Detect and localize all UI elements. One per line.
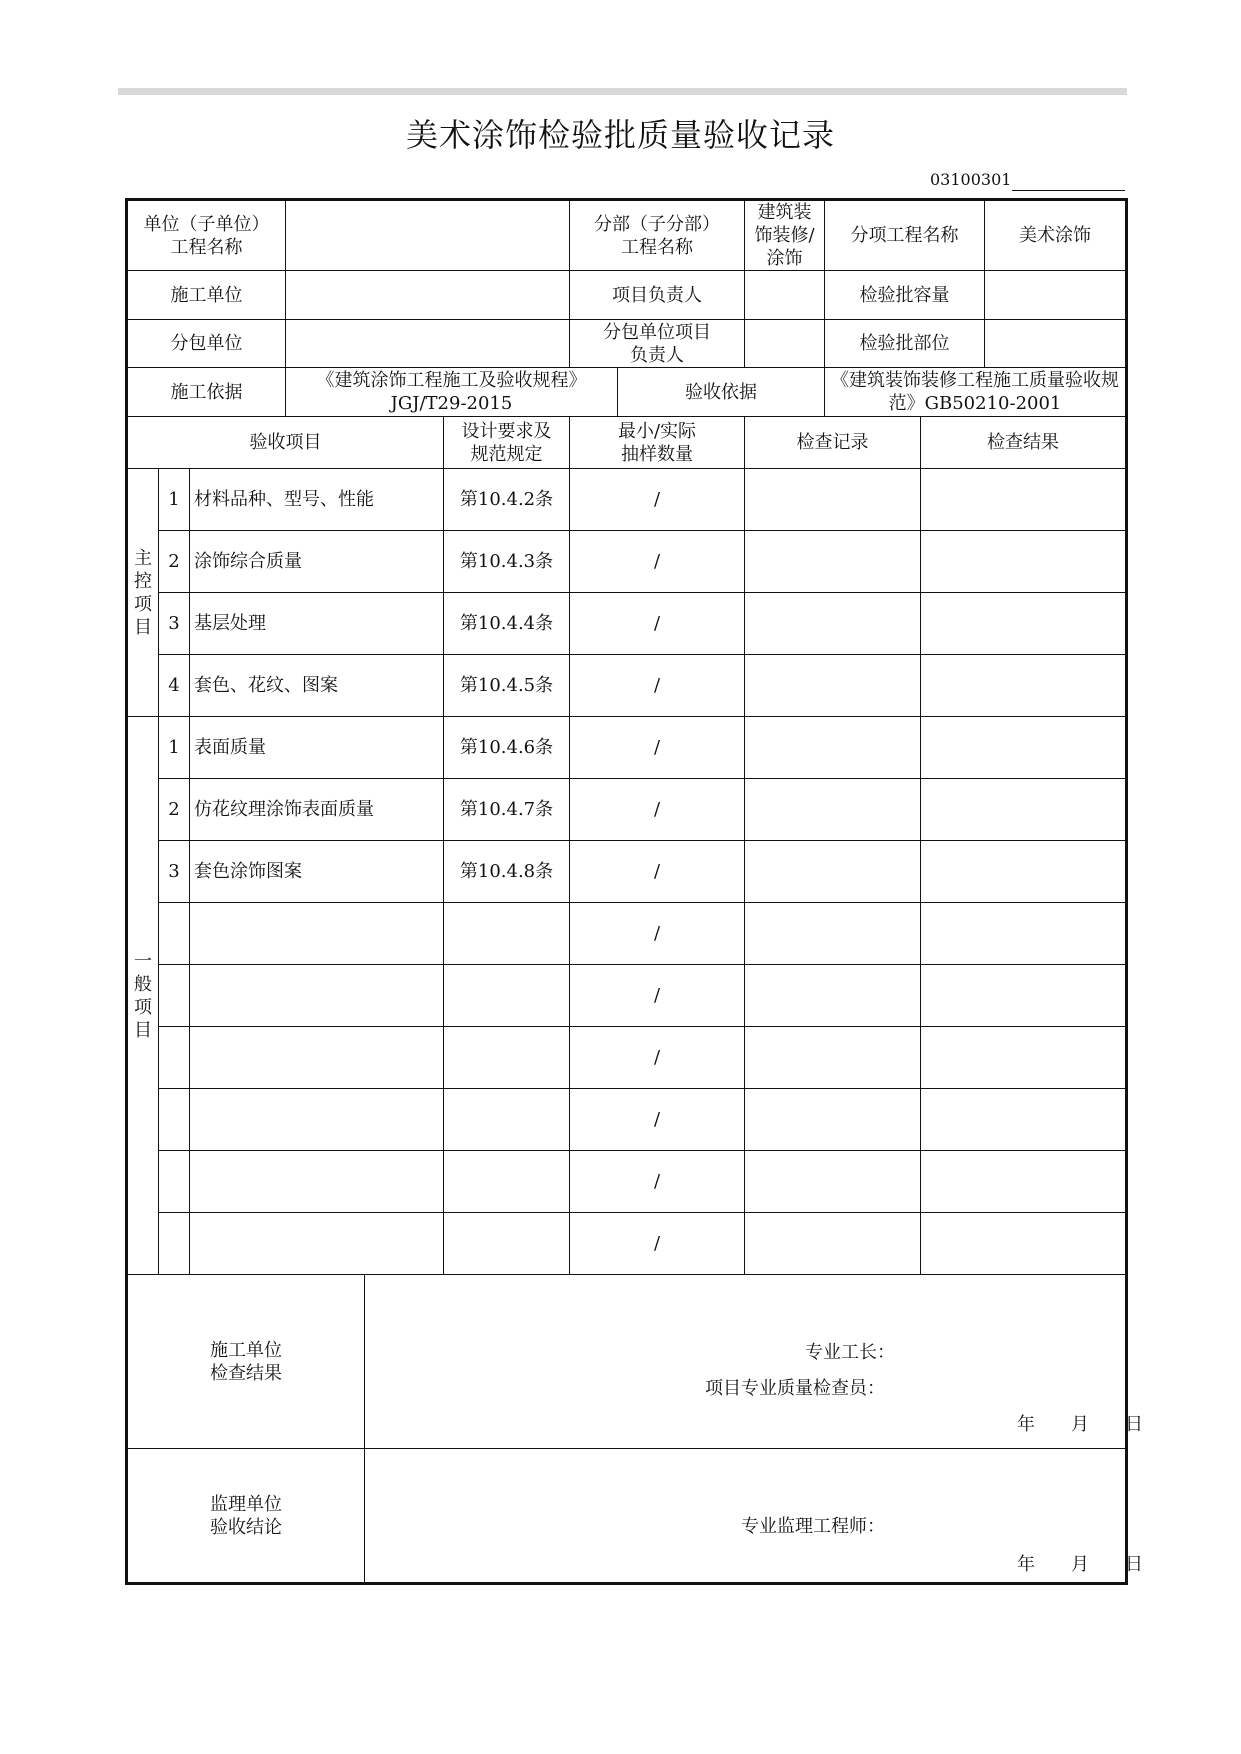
table-row [127,469,1127,531]
row-no [159,1213,190,1275]
capacity-value[interactable] [985,271,1127,320]
row-result[interactable] [921,841,1127,903]
accept-basis-value: 《建筑装饰装修工程施工质量验收规 范》GB50210-2001 [825,368,1127,417]
contractor-label: 施工单位 [127,271,286,320]
row-result[interactable] [921,1151,1127,1213]
row-result[interactable] [921,1213,1127,1275]
row-sample[interactable]: / [570,1027,745,1089]
row-result[interactable] [921,531,1127,593]
row-clause: 第10.4.5条 [444,655,570,717]
row-sample[interactable]: / [570,593,745,655]
group-label-char: 控 [134,570,152,592]
code-underline [1012,190,1125,191]
row-no: 2 [159,779,190,841]
row-no: 4 [159,655,190,717]
row-sample[interactable]: / [570,531,745,593]
row-item-name: 涂饰综合质量 [190,531,444,593]
row-result[interactable] [921,903,1127,965]
row-clause[interactable] [444,1151,570,1213]
table-row [127,1089,1127,1151]
row-result[interactable] [921,1027,1127,1089]
form-code: 03100301 [930,170,1012,189]
col-result: 检查结果 [921,417,1127,469]
row-clause[interactable] [444,903,570,965]
contractor-check-area[interactable] [365,1275,1144,1449]
row-record[interactable] [745,1213,921,1275]
contractor-date: 年 月 日 [1017,1414,1144,1435]
supervisor-check-area[interactable] [365,1449,1144,1584]
general-group-label [127,717,159,1275]
location-label: 检验批部位 [825,320,985,368]
main-group-label [127,469,159,717]
row-item-name: 套色、花纹、图案 [190,655,444,717]
row-record[interactable] [745,717,921,779]
row-item-name: 材料品种、型号、性能 [190,469,444,531]
row-record[interactable] [745,469,921,531]
row-no [159,1089,190,1151]
row-item-name: 套色涂饰图案 [190,841,444,903]
pm-label: 项目负责人 [570,271,745,320]
table-row [127,965,1127,1027]
group-label-char: 目 [134,616,152,638]
subitem-label: 分项工程名称 [825,200,985,271]
engineer-label: 专业监理工程师： [741,1516,886,1537]
row-clause: 第10.4.8条 [444,841,570,903]
row-sample[interactable]: / [570,965,745,1027]
subitem-value[interactable]: 美术涂饰 [985,200,1127,271]
row-clause: 第10.4.7条 [444,779,570,841]
unit-label: 单位（子单位） 工程名称 [127,200,286,271]
column-header-row [127,417,1127,469]
document-title: 美术涂饰检验批质量验收记录 [405,116,835,154]
table-row [127,655,1127,717]
row-clause: 第10.4.2条 [444,469,570,531]
row-record[interactable] [745,655,921,717]
row-clause[interactable] [444,1213,570,1275]
basis-label: 施工依据 [127,368,286,417]
table-row [127,903,1127,965]
row-result[interactable] [921,469,1127,531]
contractor-value[interactable] [286,271,570,320]
row-item-name: 基层处理 [190,593,444,655]
group-label-char: 般 [134,973,152,995]
capacity-label: 检验批容量 [825,271,985,320]
row-item-name: 表面质量 [190,717,444,779]
header-row-4 [127,368,1127,417]
group-label-char: 主 [134,547,152,569]
unit-value[interactable] [286,200,570,271]
row-no: 3 [159,593,190,655]
table-row [127,593,1127,655]
row-no: 1 [159,717,190,779]
subcontractor-label: 分包单位 [127,320,286,368]
division-value[interactable]: 建筑装饰装修/ 涂饰 [745,200,825,271]
row-record[interactable] [745,531,921,593]
col-record: 检查记录 [745,417,921,469]
col-item: 验收项目 [127,417,444,469]
top-rule [118,88,1127,95]
row-no: 3 [159,841,190,903]
row-result[interactable] [921,1089,1127,1151]
division-label: 分部（子分部） 工程名称 [570,200,745,271]
row-item-name[interactable] [190,903,444,965]
contractor-check-label: 施工单位 检查结果 [127,1275,365,1449]
row-item-name[interactable] [190,1151,444,1213]
header-row-2 [127,271,1127,320]
row-clause: 第10.4.6条 [444,717,570,779]
group-label-char: 一 [134,950,152,972]
group-label-char: 项 [134,996,152,1018]
contractor-check-row [127,1275,1127,1449]
row-sample[interactable]: / [570,469,745,531]
header-row-3 [127,320,1127,368]
row-item-name[interactable] [190,1213,444,1275]
table-row [127,717,1127,779]
table-row [127,531,1127,593]
group-label-char: 项 [134,593,152,615]
row-clause[interactable] [444,1027,570,1089]
table-row [127,1027,1127,1089]
header-row-1 [127,200,1127,271]
location-value[interactable] [985,320,1127,368]
sub-pm-value[interactable] [745,320,825,368]
row-result[interactable] [921,779,1127,841]
col-sample: 最小/实际 抽样数量 [570,417,745,469]
row-clause[interactable] [444,965,570,1027]
col-design: 设计要求及 规范规定 [444,417,570,469]
pm-value[interactable] [745,271,825,320]
row-result[interactable] [921,655,1127,717]
row-record[interactable] [745,779,921,841]
basis-value: 《建筑涂饰工程施工及验收规程》 JGJ/T29-2015 [286,368,618,417]
supervisor-check-label: 监理单位 验收结论 [127,1449,365,1584]
row-sample[interactable]: / [570,779,745,841]
row-no: 1 [159,469,190,531]
row-sample[interactable]: / [570,903,745,965]
acceptance-record-table [125,198,1144,1585]
row-item-name[interactable] [190,1089,444,1151]
group-label-char: 目 [134,1019,152,1041]
row-clause: 第10.4.4条 [444,593,570,655]
sub-pm-label: 分包单位项目 负责人 [570,320,745,368]
row-record[interactable] [745,1027,921,1089]
row-clause[interactable] [444,1089,570,1151]
row-sample[interactable]: / [570,1213,745,1275]
supervisor-date: 年 月 日 [1017,1554,1144,1575]
row-sample[interactable]: / [570,1151,745,1213]
row-record[interactable] [745,965,921,1027]
row-sample[interactable]: / [570,655,745,717]
row-item-name: 仿花纹理涂饰表面质量 [190,779,444,841]
foreman-label: 专业工长： [805,1342,896,1363]
row-sample[interactable]: / [570,841,745,903]
row-record[interactable] [745,903,921,965]
row-no [159,1151,190,1213]
row-clause: 第10.4.3条 [444,531,570,593]
row-sample[interactable]: / [570,1089,745,1151]
row-record[interactable] [745,1089,921,1151]
inspector-label: 项目专业质量检查员： [705,1378,886,1399]
subcontractor-value[interactable] [286,320,570,368]
row-result[interactable] [921,965,1127,1027]
row-result[interactable] [921,717,1127,779]
row-item-name[interactable] [190,965,444,1027]
row-no [159,1027,190,1089]
row-record[interactable] [745,841,921,903]
row-no [159,903,190,965]
row-item-name[interactable] [190,1027,444,1089]
accept-basis-label: 验收依据 [618,368,825,417]
table-row [127,1213,1127,1275]
row-record[interactable] [745,1151,921,1213]
supervisor-check-row [127,1449,1127,1584]
row-no: 2 [159,531,190,593]
row-no [159,965,190,1027]
table-row [127,779,1127,841]
row-result[interactable] [921,593,1127,655]
row-sample[interactable]: / [570,717,745,779]
table-row [127,841,1127,903]
table-row [127,1151,1127,1213]
row-record[interactable] [745,593,921,655]
